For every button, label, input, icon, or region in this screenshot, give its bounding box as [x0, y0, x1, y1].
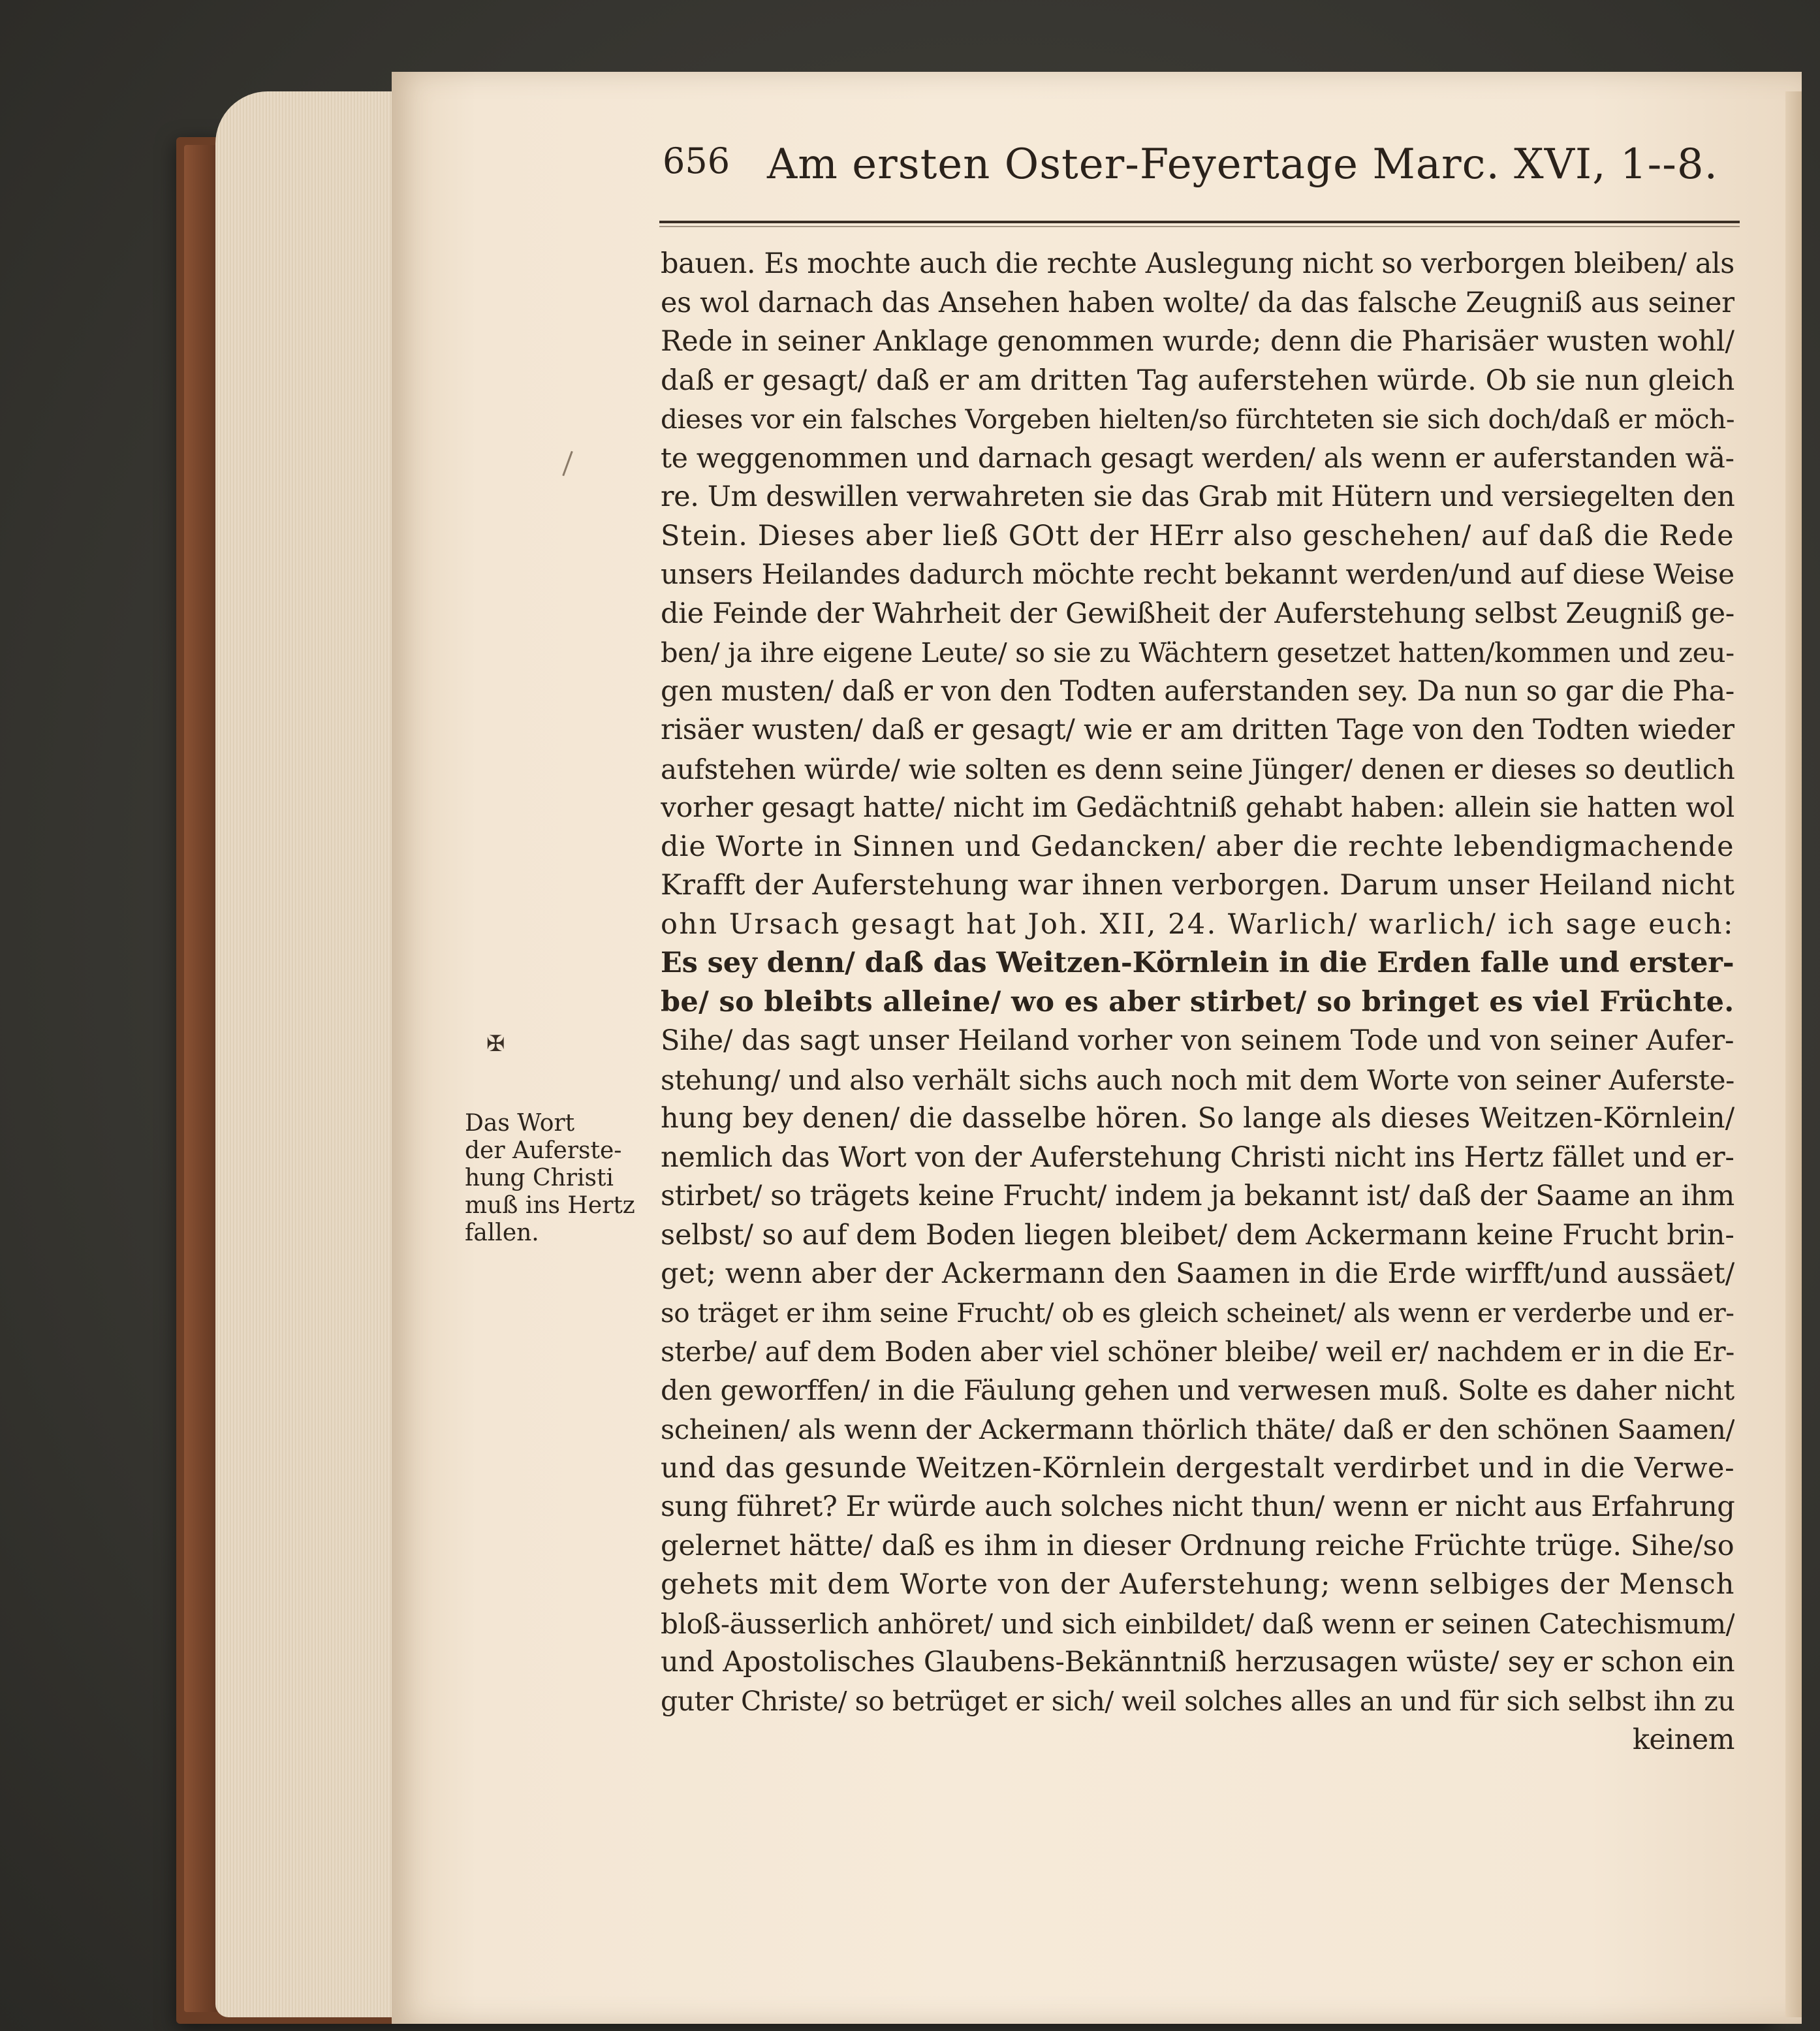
catchword: keinem — [1632, 1724, 1734, 1756]
text-line: gen musten/ daß er von den Todten auferstanden sey. Da nun so gar die Pha- — [661, 674, 1734, 708]
margin-note-line: der Auferste- — [465, 1137, 622, 1164]
page-number: 656 — [663, 140, 730, 181]
text-line: Sihe/ das sagt unser Heiland vorher von seinem Tode und von seiner Aufer- — [661, 1024, 1734, 1057]
margin-note-line: fallen. — [465, 1220, 539, 1246]
text-line: daß er gesagt/ daß er am dritten Tag auferstehen würde. Ob sie nun gleich — [661, 364, 1734, 397]
text-line: die Feinde der Wahrheit der Gewißheit der Auferstehung selbst Zeugniß ge- — [661, 597, 1734, 630]
text-line: unsers Heilandes dadurch möchte recht bekannt werden/und auf diese Weise — [661, 559, 1734, 591]
text-line: sung führet? Er würde auch solches nicht thun/ wenn er nicht aus Erfahrung — [661, 1490, 1734, 1523]
text-line: den geworffen/ in die Fäulung gehen und verwesen muß. Solte es daher nicht — [661, 1374, 1734, 1407]
text-line: nemlich das Wort von der Auferstehung Christi nicht ins Hertz fället und er- — [661, 1141, 1734, 1174]
margin-note-line: hung Christi — [465, 1165, 614, 1191]
text-line: re. Um deswillen verwahreten sie das Grab mit Hütern und versiegelten den — [661, 480, 1734, 513]
text-line: Rede in seiner Anklage genommen wurde; denn die Pharisäer wusten wohl/ — [661, 325, 1734, 358]
body-text — [661, 245, 1734, 1760]
text-line: bauen. Es mochte auch die rechte Auslegung nicht so verborgen bleiben/ als — [661, 247, 1734, 280]
text-line-emphasis: be/ so bleibts alleine/ wo es aber stirbet/ so bringet es viel Früchte. — [661, 985, 1734, 1018]
text-line: und das gesunde Weitzen-Körnlein dergestalt verdirbet und in die Verwe- — [661, 1451, 1734, 1485]
text-line: und Apostolisches Glaubens-Bekänntniß herzusagen wüste/ sey er schon ein — [661, 1646, 1734, 1678]
text-line: selbst/ so auf dem Boden liegen bleibet/ dem Ackermann keine Frucht brin- — [661, 1218, 1734, 1252]
margin-note-line: Das Wort — [465, 1110, 575, 1137]
text-line: guter Christe/ so betrüget er sich/ weil solches alles an und für sich selbst ihn zu — [661, 1685, 1734, 1717]
header-rule — [659, 221, 1740, 223]
text-line: ohn Ursach gesagt hat Joh. XII, 24. Warlich/ warlich/ ich sage euch: — [661, 907, 1734, 941]
page-block-edges — [215, 91, 411, 2017]
text-line: aufstehen würde/ wie solten es denn seine Jünger/ denen er dieses so deutlich — [661, 753, 1734, 785]
text-line: risäer wusten/ daß er gesagt/ wie er am dritten Tage von den Todten wieder — [661, 714, 1734, 746]
text-line: es wol darnach das Ansehen haben wolte/ da das falsche Zeugniß aus seiner — [661, 286, 1734, 319]
text-line: ben/ ja ihre eigene Leute/ so sie zu Wächtern gesetzet hatten/kommen und zeu- — [661, 637, 1734, 669]
text-line: die Worte in Sinnen und Gedancken/ aber die rechte lebendigmachende — [661, 830, 1734, 863]
text-line: Krafft der Auferstehung war ihnen verborgen. Darum unser Heiland nicht — [661, 869, 1734, 902]
margin-note-line: muß ins Hertz — [465, 1192, 635, 1219]
margin-note — [465, 1110, 661, 1247]
text-line: bloß-äusserlich anhöret/ und sich einbildet/ daß wenn er seinen Catechismum/ — [661, 1607, 1734, 1640]
text-line: sterbe/ auf dem Boden aber viel schöner bleibe/ weil er/ nachdem er in die Er- — [661, 1336, 1734, 1368]
text-line: scheinen/ als wenn der Ackermann thörlich thäte/ daß er den schönen Saamen/ — [661, 1413, 1734, 1445]
page-right-edge — [1785, 91, 1802, 2017]
text-line: get; wenn aber der Ackermann den Saamen in die Erde wirfft/und aussäet/ — [661, 1257, 1734, 1290]
text-line: dieses vor ein falsches Vorgeben hielten/so fürchteten sie sich doch/daß er möch- — [661, 403, 1734, 435]
running-title: Am ersten Oster-Feyertage Marc. XVI, 1--8. — [767, 140, 1718, 189]
text-line: gelernet hätte/ daß es ihm in dieser Ordnung reiche Früchte trüge. Sihe/so — [661, 1529, 1734, 1562]
text-line: vorher gesagt hatte/ nicht im Gedächtniß gehabt haben: allein sie hatten wol — [661, 792, 1734, 824]
header-rule-secondary — [659, 226, 1740, 227]
text-line: hung bey denen/ die dasselbe hören. So lange als dieses Weitzen-Körnlein/ — [661, 1102, 1734, 1135]
text-line: Stein. Dieses aber ließ GOtt der HErr also geschehen/ auf daß die Rede — [661, 519, 1734, 552]
text-line-emphasis: Es sey denn/ daß das Weitzen-Körnlein in die Erden falle und erster- — [661, 947, 1734, 979]
text-line: stehung/ und also verhält sichs auch noch mit dem Worte von seiner Auferste- — [661, 1063, 1734, 1096]
text-line: gehets mit dem Worte von der Auferstehung; wenn selbiges der Mensch — [661, 1568, 1734, 1601]
margin-cross-mark: ✠ — [486, 1031, 505, 1057]
text-line: so träget er ihm seine Frucht/ ob es gleich scheinet/ als wenn er verderbe und er- — [661, 1297, 1734, 1329]
text-line: stirbet/ so trägets keine Frucht/ indem ja bekannt ist/ daß der Saame an ihm — [661, 1180, 1734, 1212]
text-line: te weggenommen und darnach gesagt werden/ als wenn er auferstanden wä- — [661, 442, 1734, 475]
